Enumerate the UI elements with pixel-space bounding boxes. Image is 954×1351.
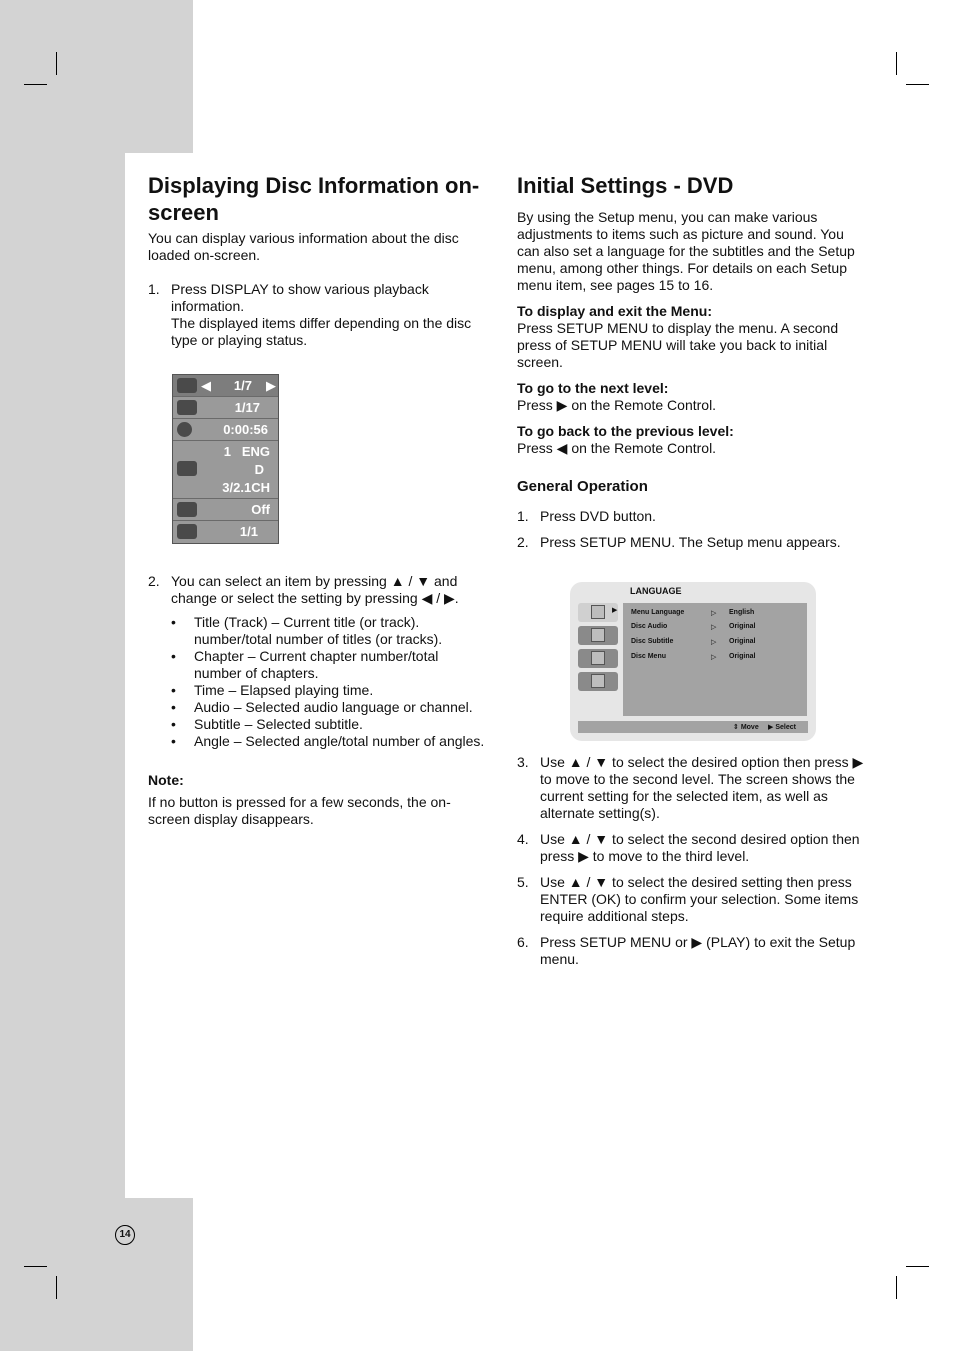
page-number: 14 <box>115 1225 135 1245</box>
steps-list <box>148 281 488 349</box>
right-arrow-icon: ▷ <box>711 654 717 661</box>
intro-text: You can display various information about the disc loaded on-screen. <box>148 230 459 263</box>
subheading: To go back to the previous level: <box>517 423 734 439</box>
setup-menu-screen <box>570 582 816 741</box>
chapter-icon <box>177 400 197 415</box>
list-item: 1. Press DISPLAY to show various playback information. The displayed items differ depending on the disc type or playing status. <box>148 281 472 348</box>
osd-row-subtitle: Off <box>173 499 278 521</box>
list-item: • Title (Track) – Current title (or track). number/total number of titles (or tracks). <box>171 614 488 648</box>
list-item: 6. Press SETUP MENU or ▶ (PLAY) to exit the Setup menu. <box>517 934 856 967</box>
note-text: If no button is pressed for a few seconds, the on-screen display disappears. <box>148 794 451 827</box>
setup-hint-bar: ⇕ Move ▶ Select <box>578 721 808 733</box>
right-arrow-icon: ▶ <box>266 378 276 393</box>
list-item: 2. Press SETUP MENU. The Setup menu appears. <box>517 534 841 550</box>
list-item: • Subtitle – Selected subtitle. <box>171 716 488 733</box>
left-column-lower <box>148 573 488 828</box>
setup-options-panel: Menu Language ▷ English Disc Audio ▷ Original Disc Subtitle ▷ Original Disc Menu ▷ Original <box>623 603 807 716</box>
display-icon <box>591 628 605 642</box>
list-item: • Chapter – Current chapter number/total number of chapters. <box>171 648 488 682</box>
crop-mark <box>56 1276 57 1299</box>
crop-mark <box>24 84 47 85</box>
intro-text: By using the Setup menu, you can make various adjustments to items such as picture and sound. You can also set a language for the subtitles and the Setup menu, among other things. For details on each Setup menu item, see pages 15 to 16. <box>517 209 855 293</box>
section-title-disc-info: Displaying Disc Information on-screen <box>148 173 480 225</box>
note-label: Note: <box>148 772 184 788</box>
list-item: 3. Use ▲ / ▼ to select the desired option then press ▶ to move to the second level. The screen shows the current setting for the selected item, as well as alternate setting(s). <box>517 754 864 821</box>
speaker-icon <box>591 651 605 665</box>
bullet-list <box>171 614 488 750</box>
crop-mark <box>906 1266 929 1267</box>
crop-mark <box>56 52 57 75</box>
headphones-icon <box>177 461 197 476</box>
right-arrow-icon: ▶ <box>768 724 774 731</box>
language-tab <box>578 603 618 622</box>
list-item: 4. Use ▲ / ▼ to select the second desired option then press ▶ to move to the third level. <box>517 831 860 864</box>
section-title-initial-settings: Initial Settings - DVD <box>517 173 734 198</box>
box-icon <box>591 674 605 688</box>
list-item: • Angle – Selected angle/total number of angles. <box>171 733 488 750</box>
crop-mark <box>896 1276 897 1299</box>
language-icon <box>591 605 605 619</box>
others-tab <box>578 672 618 691</box>
list-item: • Time – Elapsed playing time. <box>171 682 488 699</box>
list-item: 5. Use ▲ / ▼ to select the desired setting then press ENTER (OK) to confirm your selection. Some items require additional steps. <box>517 874 859 924</box>
crop-mark <box>24 1266 47 1267</box>
list-item: 2. You can select an item by pressing ▲ / ▼ and change or select the setting by pressing ◀ / ▶. • Title (Track) – Current title (or track). number/total number of titles (or tracks). • Chapter – Current chapter number/total number of chapters. • Time – Elapsed playing time. • Audio – Selected audio language or channel. • Subtitle – Selected subtitle. • Angle – Selected angle/total number of angles. <box>148 573 488 750</box>
general-operation-heading: General Operation <box>517 478 648 495</box>
steps-list <box>517 508 867 551</box>
left-column <box>148 172 488 358</box>
list-item: 1. Press DVD button. <box>517 508 656 524</box>
right-column-lower <box>517 754 867 977</box>
osd-row-title: ◀ 1/7 ▶ <box>173 375 278 397</box>
display-tab <box>578 626 618 645</box>
right-arrow-icon: ▷ <box>711 639 717 646</box>
margin-band-side <box>0 153 125 1198</box>
disc-icon <box>177 378 197 393</box>
margin-band-top <box>0 0 193 153</box>
pointer-arrow-icon: ▶ <box>612 607 618 614</box>
right-arrow-icon: ▷ <box>711 610 717 617</box>
up-down-arrow-icon: ⇕ <box>733 724 739 731</box>
osd-row-audio: 1 ENG D 3/2.1CH <box>173 441 278 499</box>
onscreen-display-panel <box>172 374 279 544</box>
camera-icon <box>177 524 197 539</box>
steps-list <box>148 573 488 750</box>
osd-row-time: 0:00:56 <box>173 419 278 441</box>
audio-tab <box>578 649 618 668</box>
subheading: To display and exit the Menu: <box>517 303 712 319</box>
steps-list <box>517 754 867 968</box>
osd-row-angle: 1/1 <box>173 521 278 543</box>
osd-row-chapter: 1/17 <box>173 397 278 419</box>
subtitle-icon <box>177 502 197 517</box>
list-item: • Audio – Selected audio language or channel. <box>171 699 488 716</box>
clock-icon <box>177 422 192 437</box>
subheading: To go to the next level: <box>517 380 669 396</box>
margin-band-bottom <box>0 1198 193 1351</box>
setup-menu-title: LANGUAGE <box>630 586 682 596</box>
right-arrow-icon: ▷ <box>711 624 717 631</box>
crop-mark <box>896 52 897 75</box>
left-arrow-icon: ◀ <box>201 378 211 393</box>
right-column: Initial Settings - DVD By using the Setup menu, you can make various adjustments to items such as picture and sound. You can also set a language for the subtitles and the Setup menu, among other things. For details on each Setup menu item, see pages 15 to 16. To display and exit the Menu: Press SETUP MENU to display the menu. A second press of SETUP MENU will take you back to initial screen. To go to the next level: Press ▶ on the Remote Control. To go back to the previous level: Press ◀ on the Remote Control. General Operation 1. Press DVD button. 2. Press SETUP MENU. The Setup menu appears. <box>517 172 867 560</box>
crop-mark <box>906 84 929 85</box>
